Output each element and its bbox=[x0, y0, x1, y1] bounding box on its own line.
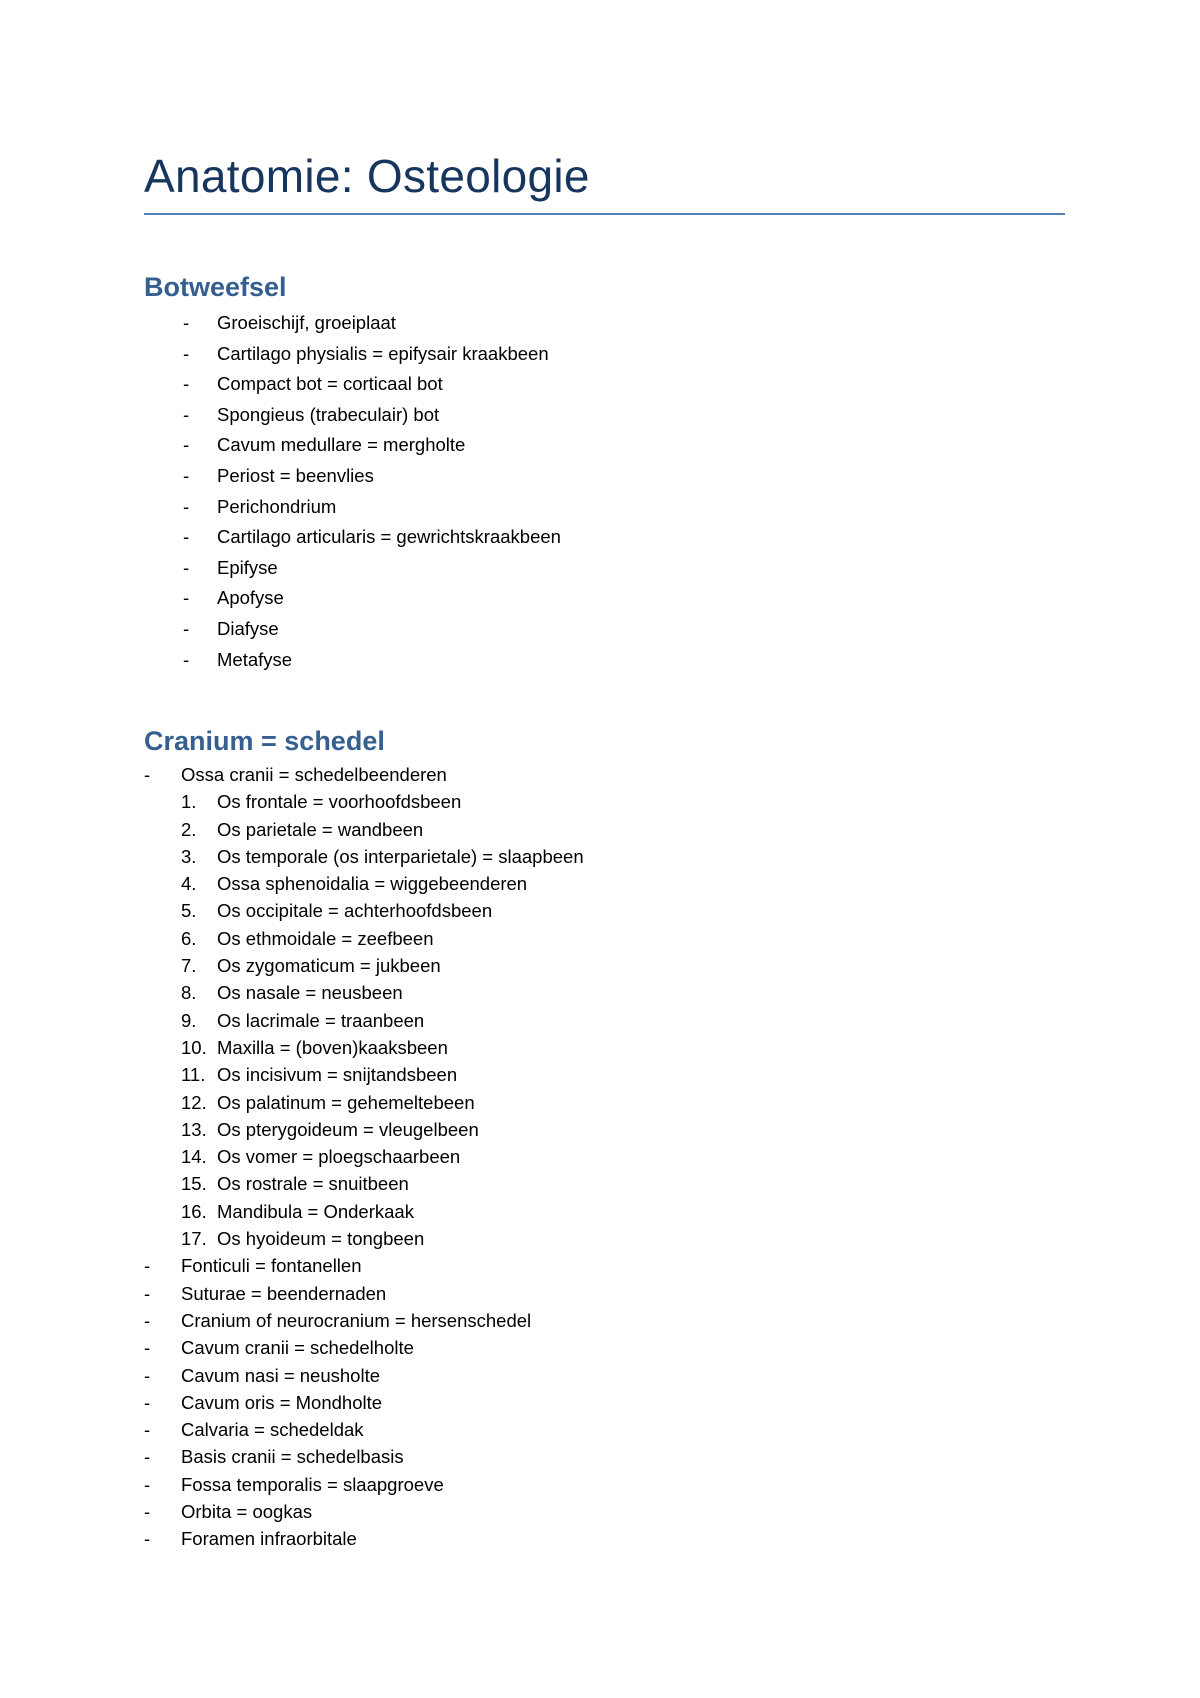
list-dash: - bbox=[183, 648, 190, 670]
list-dash: - bbox=[183, 464, 190, 486]
list-dash: - bbox=[183, 373, 190, 395]
list-dash: - bbox=[183, 403, 190, 425]
list-item-text: Cavum oris = Mondholte bbox=[181, 1391, 383, 1413]
list-number: 10. bbox=[181, 1036, 207, 1058]
list-item-text: Os rostrale = snuitbeen bbox=[217, 1173, 409, 1195]
list-dash: - bbox=[183, 556, 190, 578]
list-item-text: Os pterygoideum = vleugelbeen bbox=[217, 1118, 479, 1140]
list-item-text: Os lacrimale = traanbeen bbox=[217, 1009, 425, 1031]
list-dash: - bbox=[144, 1501, 151, 1523]
list-item-text: Os incisivum = snijtandsbeen bbox=[217, 1064, 458, 1086]
list-dash: - bbox=[144, 1528, 151, 1550]
list-dash: - bbox=[183, 495, 190, 517]
list-item-text: Cartilago articularis = gewrichtskraakbeen bbox=[217, 526, 561, 548]
list-item-text: Ossa sphenoidalia = wiggebeenderen bbox=[217, 873, 528, 895]
heading-cranium: Cranium = schedel bbox=[144, 726, 385, 756]
list-item-text: Basis cranii = schedelbasis bbox=[181, 1446, 404, 1468]
list-item-text: Os occipitale = achterhoofdsbeen bbox=[217, 900, 493, 922]
list-item-text: Epifyse bbox=[217, 556, 278, 578]
list-item-text: Cranium of neurocranium = hersenschedel bbox=[181, 1309, 532, 1331]
list-item-text: Perichondrium bbox=[217, 495, 337, 517]
list-item-text: Os vomer = ploegschaarbeen bbox=[217, 1146, 461, 1168]
list-number: 11. bbox=[181, 1064, 206, 1086]
list-number: 12. bbox=[181, 1091, 207, 1113]
list-dash: - bbox=[144, 1364, 151, 1386]
list-dash: - bbox=[183, 617, 190, 639]
list-item-text: Os temporale (os interparietale) = slaapbeen bbox=[217, 845, 584, 867]
list-item-text: Cartilago physialis = epifysair kraakbeen bbox=[217, 342, 549, 364]
list-dash: - bbox=[183, 587, 190, 609]
list-number: 4. bbox=[181, 873, 197, 895]
list-item-text: Mandibula = Onderkaak bbox=[217, 1200, 414, 1222]
list-item-text: Fossa temporalis = slaapgroeve bbox=[181, 1473, 444, 1495]
list-number: 17. bbox=[181, 1228, 207, 1250]
list-item-text: Diafyse bbox=[217, 617, 279, 639]
list-item-text: Cavum nasi = neusholte bbox=[181, 1364, 380, 1386]
list-item-text: Fonticuli = fontanellen bbox=[181, 1255, 362, 1277]
list-number: 5. bbox=[181, 900, 197, 922]
list-item-text: Os zygomaticum = jukbeen bbox=[217, 955, 441, 977]
list-item-text: Os parietale = wandbeen bbox=[217, 818, 424, 840]
list-item-text: Calvaria = schedeldak bbox=[181, 1419, 364, 1441]
list-item-text: Spongieus (trabeculair) bot bbox=[217, 403, 440, 425]
list-item-text: Os frontale = voorhoofdsbeen bbox=[217, 791, 462, 813]
list-dash: - bbox=[144, 1446, 151, 1468]
list-item-text: Os hyoideum = tongbeen bbox=[217, 1228, 425, 1250]
list-item-text: Suturae = beendernaden bbox=[181, 1282, 387, 1304]
list-dash: - bbox=[183, 526, 190, 548]
list-number: 9. bbox=[181, 1009, 197, 1031]
list-item-text: Foramen infraorbitale bbox=[181, 1528, 357, 1550]
list-item-text: Orbita = oogkas bbox=[181, 1501, 313, 1523]
list-number: 14. bbox=[181, 1146, 207, 1168]
list-dash: - bbox=[183, 342, 190, 364]
list-number: 3. bbox=[181, 845, 197, 867]
list-dash: - bbox=[144, 1337, 151, 1359]
list-number: 15. bbox=[181, 1173, 207, 1195]
heading-botweefsel: Botweefsel bbox=[144, 272, 287, 302]
list-dash: - bbox=[183, 434, 190, 456]
list-dash: - bbox=[144, 764, 151, 785]
list-item-text: Cavum cranii = schedelholte bbox=[181, 1337, 414, 1359]
list-dash: - bbox=[144, 1255, 151, 1277]
list-dash: - bbox=[144, 1473, 151, 1495]
list-dash: - bbox=[183, 312, 190, 333]
list-item-text: Groeischijf, groeiplaat bbox=[217, 312, 396, 333]
list-item-text: Os palatinum = gehemeltebeen bbox=[217, 1091, 475, 1113]
list-item-text: Os ethmoidale = zeefbeen bbox=[217, 927, 434, 949]
list-item-text: Compact bot = corticaal bot bbox=[217, 373, 443, 395]
list-item-text: Periost = beenvlies bbox=[217, 464, 374, 486]
list-item-text: Apofyse bbox=[217, 587, 284, 609]
list-number: 1. bbox=[181, 791, 197, 813]
list-item-text: Os nasale = neusbeen bbox=[217, 982, 403, 1004]
list-item-text: Cavum medullare = mergholte bbox=[217, 434, 466, 456]
list-number: 13. bbox=[181, 1118, 207, 1140]
page-title: Anatomie: Osteologie bbox=[144, 150, 590, 202]
list-number: 8. bbox=[181, 982, 197, 1004]
list-number: 16. bbox=[181, 1200, 207, 1222]
list-dash: - bbox=[144, 1309, 151, 1331]
list-item-text: Maxilla = (boven)kaaksbeen bbox=[217, 1036, 448, 1058]
title-underline bbox=[144, 213, 1065, 215]
list-number: 6. bbox=[181, 927, 197, 949]
list-number: 2. bbox=[181, 818, 197, 840]
list-dash: - bbox=[144, 1282, 151, 1304]
list-number: 7. bbox=[181, 955, 197, 977]
list-dash: - bbox=[144, 1391, 151, 1413]
list-item-text: Ossa cranii = schedelbeenderen bbox=[181, 764, 447, 785]
list-item-text: Metafyse bbox=[217, 648, 293, 670]
list-dash: - bbox=[144, 1419, 151, 1441]
